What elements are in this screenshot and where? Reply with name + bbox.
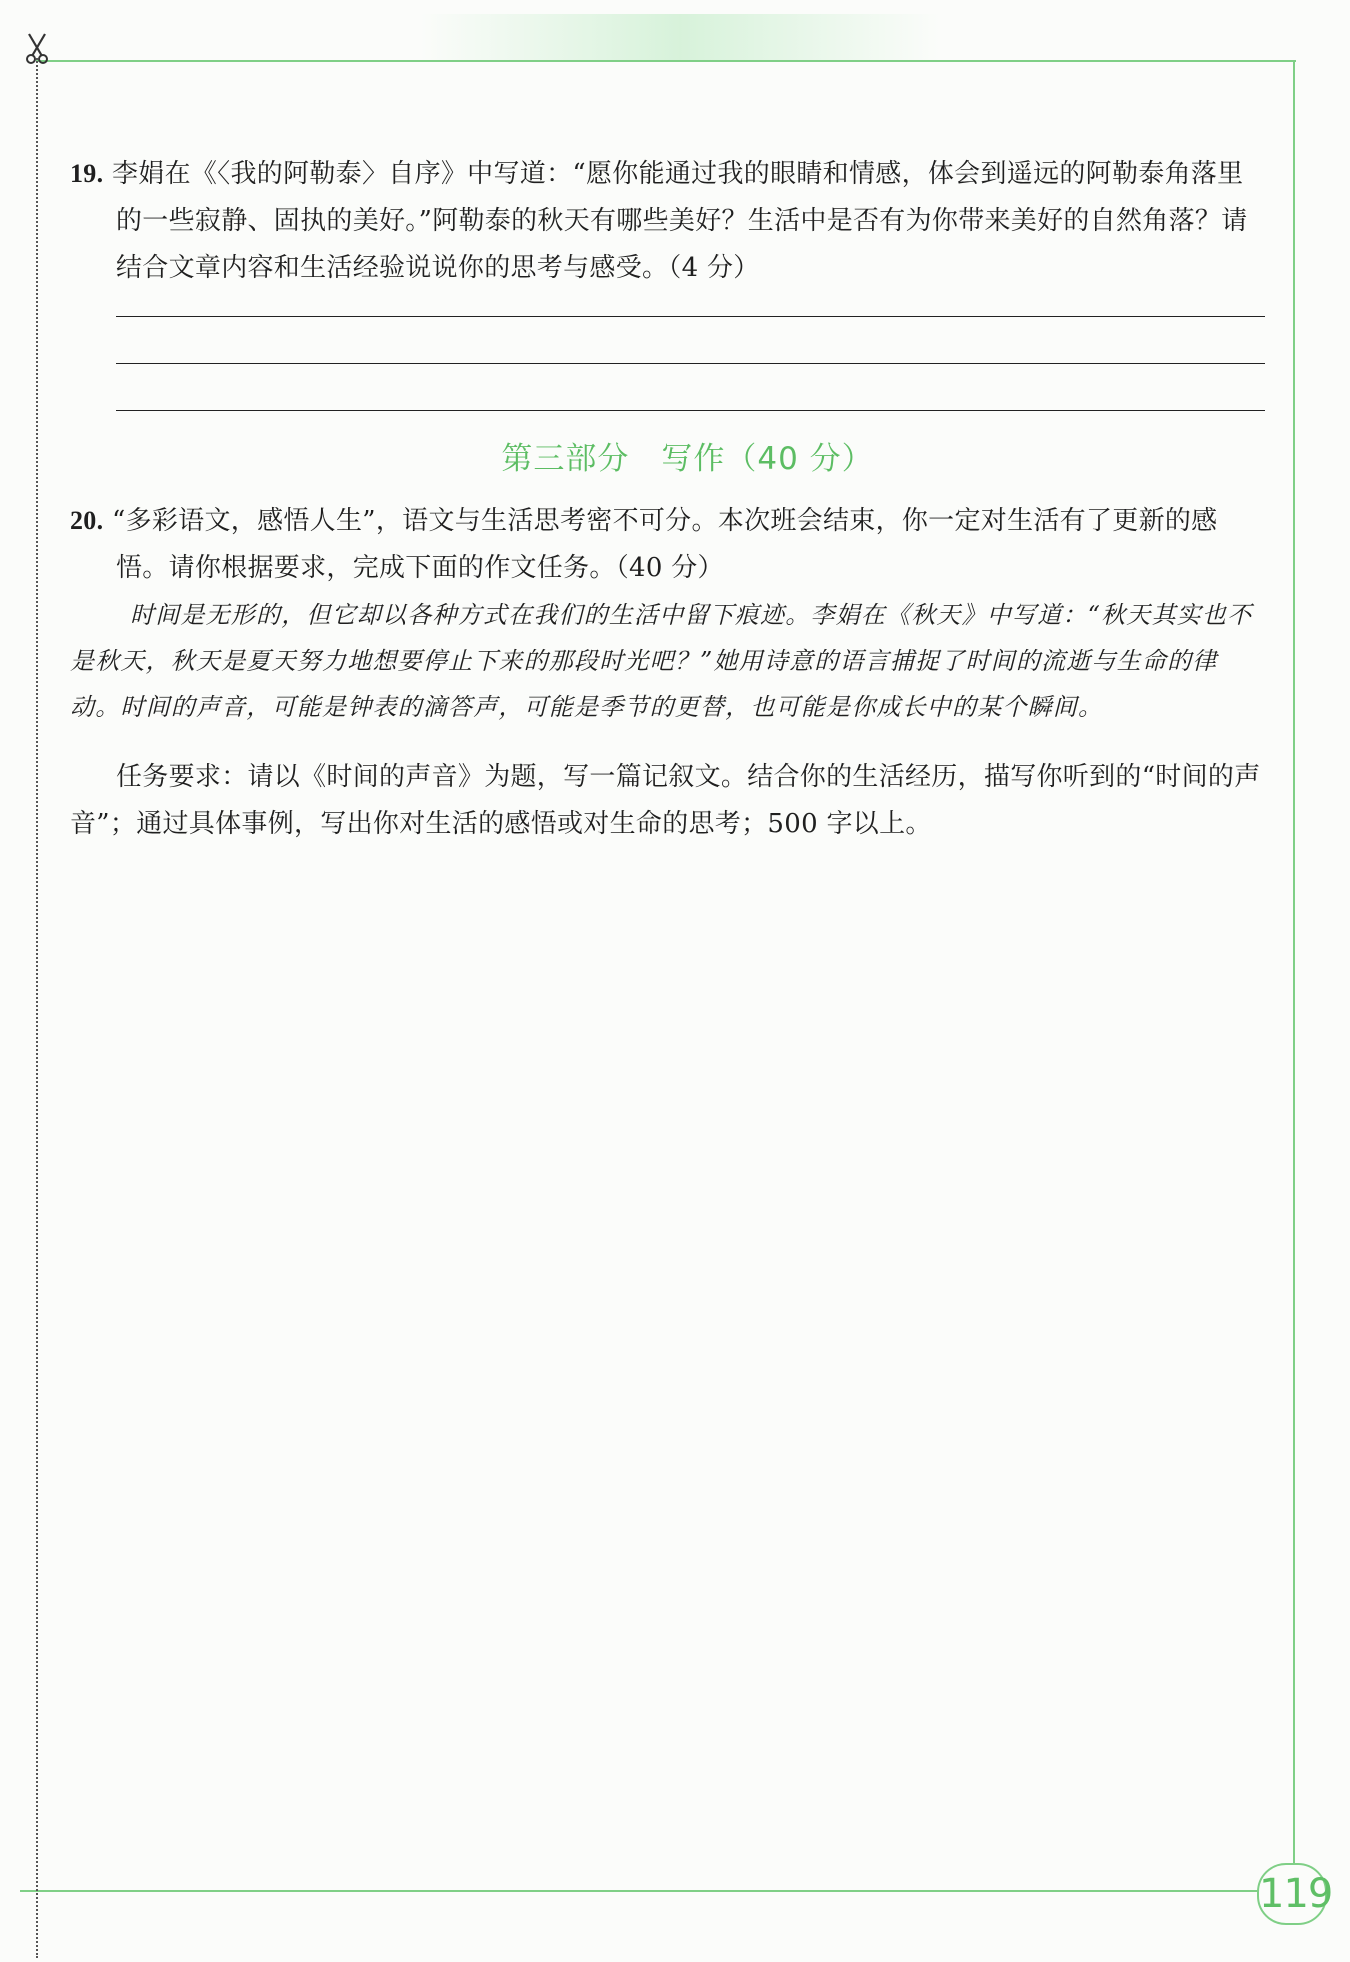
question-20: [70, 497, 1265, 592]
page-content: [70, 150, 1265, 874]
answer-line[interactable]: [116, 316, 1265, 317]
page-frame-right: [1293, 60, 1295, 1890]
task-requirements: 任务要求：请以《时间的声音》为题，写一篇记叙文。结合你的生活经历，描写你听到的“时间的声音”；通过具体事例，写出你对生活的感悟或对生命的思考；500 字以上。: [70, 762, 1261, 839]
answer-line[interactable]: [116, 363, 1265, 364]
page-number: 119: [1257, 1863, 1327, 1925]
cut-line: [36, 58, 38, 1958]
question-text: “多彩语文，感悟人生”，语文与生活思考密不可分。本次班会结束，你一定对生活有了更新的感悟。请你根据要求，完成下面的作文任务。（40 分）: [111, 506, 1218, 583]
writing-material: 时间是无形的，但它却以各种方式在我们的生活中留下痕迹。李娟在《秋天》中写道：“秋天其实也不是秋天，秋天是夏天努力地想要停止下来的那段时光吧？”她用诗意的语言捕捉了时间的流逝与生命的律动。时间的声音，可能是钟表的滴答声，可能是季节的更替，也可能是你成长中的某个瞬间。: [70, 601, 1253, 721]
section-title: 第三部分 写作（40 分）: [501, 441, 874, 477]
question-number: 20.: [70, 506, 104, 535]
question-text: 李娟在《〈我的阿勒泰〉自序》中写道：“愿你能通过我的眼睛和情感，体会到遥远的阿勒泰角落里的一些寂静、固执的美好。”阿勒泰的秋天有哪些美好？生活中是否有为你带来美好的自然角落？请结合文章内容和生活经验说说你的思考与感受。（4 分）: [111, 159, 1248, 283]
question-19: [70, 150, 1265, 292]
scissors-icon: [22, 32, 52, 66]
answer-lines[interactable]: [116, 316, 1265, 411]
page-frame-bottom: [20, 1890, 1265, 1892]
answer-line[interactable]: [116, 410, 1265, 411]
top-highlight: [420, 14, 940, 60]
page-frame-top: [36, 60, 1296, 62]
question-number: 19.: [70, 159, 104, 188]
